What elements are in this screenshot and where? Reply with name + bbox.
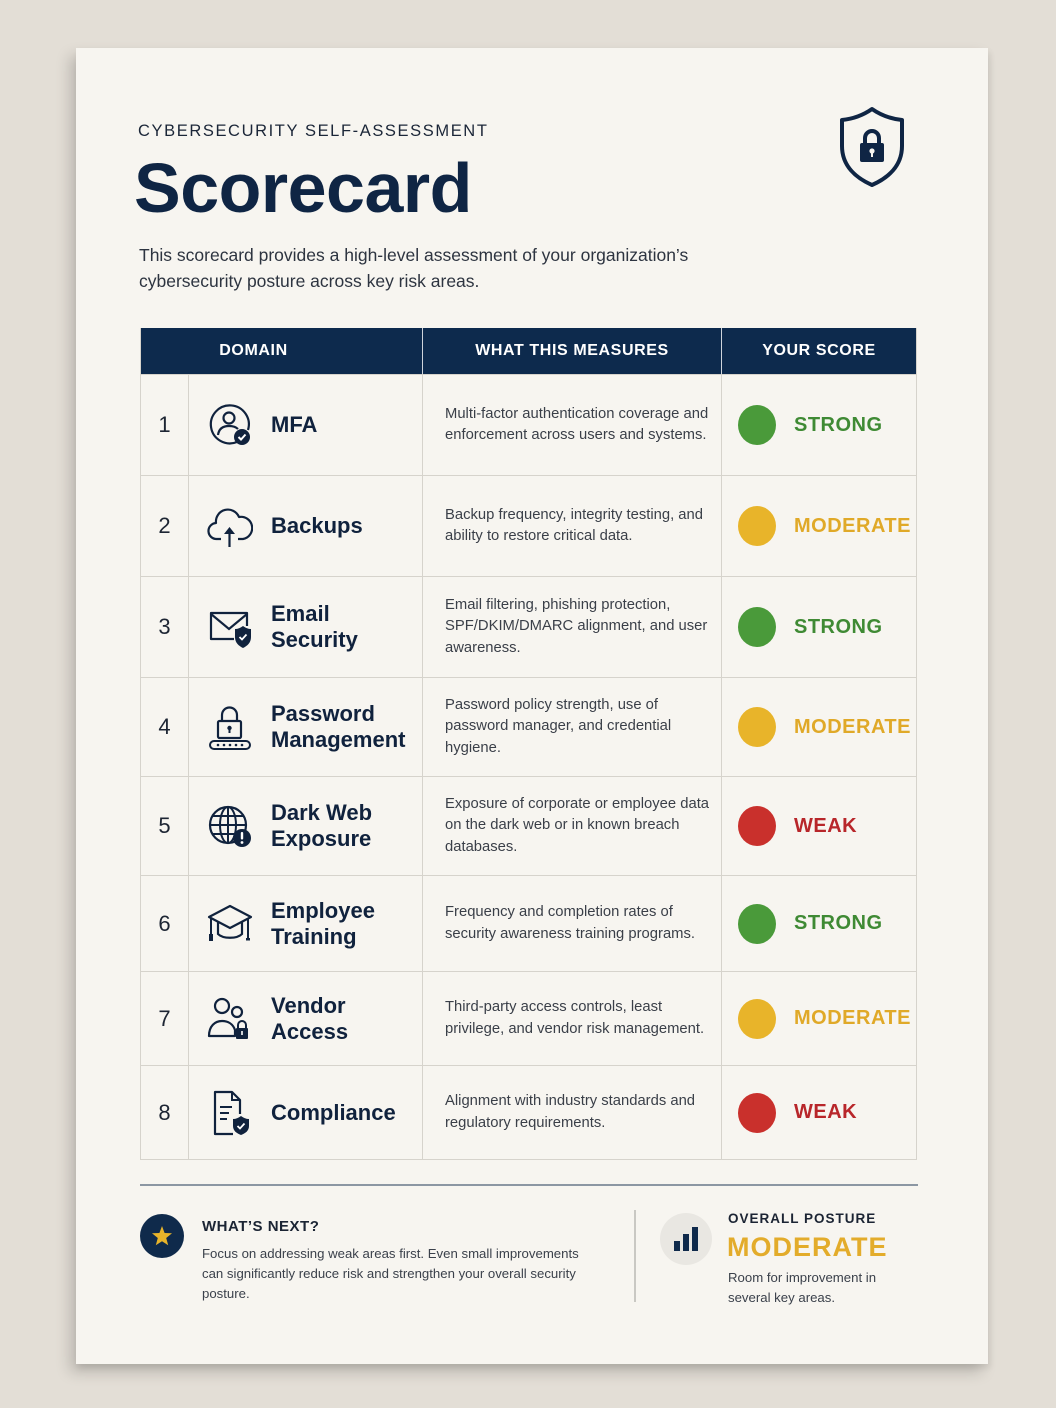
measure-text: Exposure of corporate or employee data on the dark web or in known breach databases. <box>423 777 722 875</box>
table-header <box>141 328 916 374</box>
bar-chart-icon <box>660 1213 712 1265</box>
scorecard-page <box>76 48 988 1364</box>
status-dot-moderate <box>738 506 776 546</box>
row-number: 5 <box>141 777 189 875</box>
intro-text: This scorecard provides a high-level assessment of your organization’s cybersecurity posture across key risk areas. <box>139 245 689 291</box>
whats-next-title: WHAT’S NEXT? <box>202 1218 320 1235</box>
domain-label: Compliance <box>271 1099 396 1125</box>
measure-text: Alignment with industry standards and regulatory requirements. <box>423 1066 722 1159</box>
score-label: STRONG <box>794 615 883 638</box>
measure-text: Frequency and completion rates of security awareness training programs. <box>423 876 722 971</box>
domain-label: Email Security <box>271 601 358 652</box>
row-number: 4 <box>141 678 189 776</box>
section-divider <box>140 1184 918 1186</box>
users-lock-icon <box>207 996 253 1042</box>
row-number: 6 <box>141 876 189 971</box>
header-score: YOUR SCORE <box>762 342 876 359</box>
document-shield-icon <box>207 1090 253 1136</box>
domain-label: Vendor Access <box>271 992 349 1044</box>
score-label: WEAK <box>794 814 858 837</box>
domain-label: Password Management <box>271 701 406 752</box>
score-label: MODERATE <box>794 1007 911 1029</box>
score-label: MODERATE <box>794 715 911 738</box>
cloud-upload-icon <box>207 503 253 549</box>
row-number: 7 <box>141 972 189 1065</box>
measure-text: Backup frequency, integrity testing, and ability to restore critical data. <box>423 476 722 576</box>
domain-label: Employee Training <box>271 897 375 949</box>
table-row <box>141 776 916 875</box>
page-title: Scorecard <box>134 149 472 227</box>
status-dot-moderate <box>738 999 776 1039</box>
table-row <box>141 576 916 677</box>
row-number: 8 <box>141 1066 189 1159</box>
measure-text: Email filtering, phishing protection, SPF/DKIM/DMARC alignment, and user awareness. <box>423 577 722 677</box>
row-number: 3 <box>141 577 189 677</box>
table-row <box>141 1065 916 1159</box>
table-row <box>141 971 916 1065</box>
status-dot-strong <box>738 607 776 647</box>
padlock-password-icon <box>207 704 253 750</box>
eyebrow-label: CYBERSECURITY SELF-ASSESSMENT <box>138 122 489 140</box>
scorecard-table <box>140 328 917 1160</box>
score-label: WEAK <box>794 1101 858 1123</box>
measure-text: Password policy strength, use of password manager, and credential hygiene. <box>423 678 722 776</box>
overall-posture-label: OVERALL POSTURE <box>728 1211 877 1226</box>
row-number: 1 <box>141 375 189 475</box>
measure-text: Third-party access controls, least privilege, and vendor risk management. <box>423 972 722 1065</box>
header-domain: DOMAIN <box>141 328 423 374</box>
domain-label: Backups <box>271 513 363 538</box>
status-dot-strong <box>738 405 776 445</box>
shield-lock-icon <box>838 106 906 188</box>
table-row <box>141 677 916 776</box>
mail-shield-icon <box>207 604 253 650</box>
status-dot-strong <box>738 904 776 944</box>
domain-label: Dark Web Exposure <box>271 800 373 851</box>
domain-label: MFA <box>271 412 318 437</box>
measure-text: Multi-factor authentication coverage and enforcement across users and systems. <box>423 375 722 475</box>
score-label: STRONG <box>794 912 883 934</box>
score-label: MODERATE <box>794 514 911 537</box>
status-dot-moderate <box>738 707 776 747</box>
table-row <box>141 374 916 475</box>
overall-posture-value: MODERATE <box>727 1232 888 1262</box>
whats-next-body: Focus on addressing weak areas first. Even small improvements can significantly reduce risk and strengthen your overall security posture. <box>202 1246 579 1301</box>
globe-alert-icon <box>207 803 253 849</box>
status-dot-weak <box>738 1093 776 1133</box>
header-measures: WHAT THIS MEASURES <box>423 328 722 374</box>
user-check-icon <box>207 402 253 448</box>
table-row <box>141 875 916 971</box>
footer-separator <box>634 1210 636 1302</box>
score-label: STRONG <box>794 413 883 436</box>
graduation-cap-icon <box>207 901 253 947</box>
status-dot-weak <box>738 806 776 846</box>
row-number: 2 <box>141 476 189 576</box>
star-icon <box>140 1214 184 1258</box>
table-row <box>141 475 916 576</box>
overall-posture-desc: Room for improvement in several key areas. <box>728 1270 877 1305</box>
